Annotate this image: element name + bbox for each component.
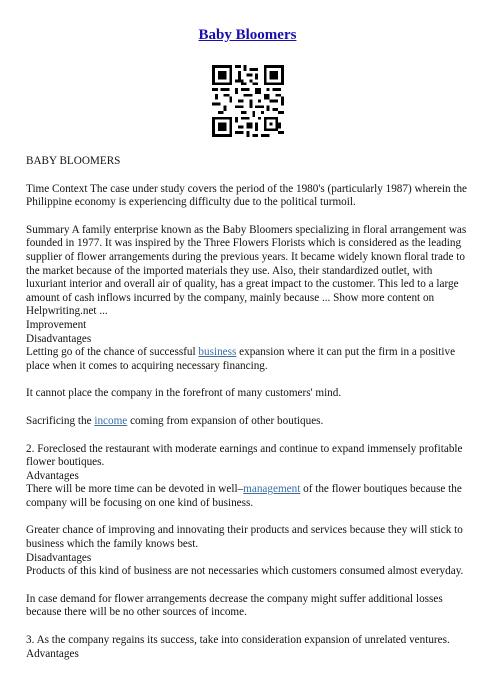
- sacrificing-paragraph: [26, 415, 471, 429]
- foreclosed-text: 2. Foreclosed the restaurant with moderate earnings and continue to expand immensely profitable flower boutiques.: [26, 442, 463, 469]
- letting-go-text-end: expansion where it can put the firm in a positive place when it comes to acquiring necessary financing.: [26, 346, 456, 372]
- section-heading: BABY BLOOMERS: [26, 155, 121, 167]
- foreclosed-paragraph: [26, 443, 471, 511]
- management-link[interactable]: management: [243, 483, 301, 496]
- more-time-text-end: of the flower boutiques because the company will be focusing on one kind of business.: [26, 483, 462, 509]
- page-title-link[interactable]: Baby Bloomers: [198, 27, 297, 43]
- document-body: [26, 155, 471, 675]
- more-time-text-start: There will be more time can be devoted in well–: [26, 483, 244, 496]
- disadvantages-label: Disadvantages: [26, 551, 92, 564]
- in-case-paragraph: In case demand for flower arrangements decrease the company might suffer additional losses because there will be no other sources of income.: [26, 592, 443, 619]
- advantages-label: Advantages: [26, 647, 79, 660]
- products-text: Products of this kind of business are not necessaries which customers consumed almost everyday.: [26, 565, 464, 578]
- regains-paragraph: [26, 634, 471, 661]
- summary-paragraph: [26, 224, 471, 374]
- improvement-label: Improvement: [26, 318, 87, 331]
- summary-text: Summary A family enterprise known as the Baby Bloomers specializing in floral arrangement was founded in 1977. It was inspired by the Three Flowers Florists which is considered as the leading supplier of flower arrangements during the previous years. It became widely known floral trade to the market because of the imported materials they use. Also, their standardized outlet, with luxuriant interior and overall air of quality, has a great impact to the customer. This led to a large amount of cash inflows incurred by the company, mainly because ... Show more content on Helpwriting.net ...: [26, 223, 467, 318]
- regains-text: 3. As the company regains its success, take into consideration expansion of unrelated ventures.: [26, 634, 450, 647]
- letting-go-text-start: Letting go of the chance of successful: [26, 346, 199, 359]
- greater-chance-paragraph: [26, 524, 471, 578]
- time-context-paragraph: Time Context The case under study covers the period of the 1980's (particularly 1987) wherein the Philippine economy is experiencing difficulty due to the political turmoil.: [26, 182, 468, 209]
- business-link[interactable]: business: [198, 346, 237, 359]
- qr-code-image: [212, 65, 284, 137]
- advantages-label: Advantages: [26, 469, 79, 482]
- cannot-place-paragraph: It cannot place the company in the forefront of many customers' mind.: [26, 387, 342, 400]
- sacrificing-text-end: coming from expansion of other boutiques.: [127, 414, 324, 427]
- income-link[interactable]: income: [94, 414, 128, 427]
- greater-chance-text: Greater chance of improving and innovating their products and services because they will stick to business which the family knows best.: [26, 524, 463, 551]
- sacrificing-text-start: Sacrificing the: [26, 414, 95, 427]
- disadvantages-label: Disadvantages: [26, 332, 92, 345]
